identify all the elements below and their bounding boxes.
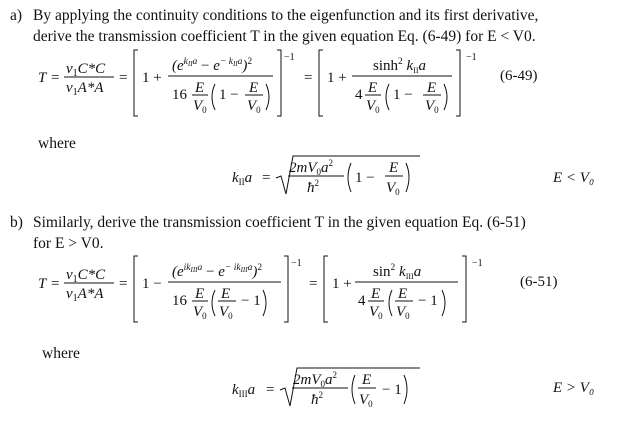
svg-text:=: =	[266, 382, 275, 398]
equation-k-iii	[0, 362, 617, 414]
svg-text:− 1: − 1	[382, 382, 402, 398]
svg-text:(eikIIIa − e− ikIIIa)2: ($e^{ik}IIIa$ − $e^{- ik}IIIa)^2$	[172, 263, 263, 280]
svg-text:sin2 kIIIa: $\sin^2 k_{III}a$	[373, 263, 422, 281]
svg-text:=: =	[309, 276, 318, 292]
svg-text:=: =	[51, 70, 60, 86]
svg-text:16: 16	[172, 87, 187, 103]
part-b-line-2: for E > V0.	[33, 235, 104, 252]
svg-text:V0: $V_0$	[247, 98, 261, 115]
svg-text:V0: $V_0$	[193, 98, 207, 115]
svg-text:−1: −1	[284, 52, 295, 63]
svg-text:ħ2: $ħ^2$	[311, 390, 323, 408]
svg-text:E: E	[249, 80, 259, 96]
equation-6-49	[0, 44, 617, 126]
svg-text:−1: −1	[291, 258, 302, 269]
equation-6-51	[0, 250, 617, 332]
svg-text:−1: −1	[466, 52, 477, 63]
svg-text:1 −: 1 −	[142, 276, 162, 292]
svg-text:V0: $V_0$	[193, 304, 207, 321]
svg-text:E: E	[362, 372, 372, 388]
svg-text:V0: $V_0$	[425, 98, 439, 115]
svg-text:2mV0a2: $2mV_0a^2$	[293, 370, 337, 389]
svg-text:(ekIIa − e− kIIa)2: $(e^kIIa - e^{- k}IIa)^2$	[172, 57, 253, 74]
svg-text:=: =	[262, 170, 271, 186]
svg-text:− 1: − 1	[241, 293, 261, 309]
part-a-line-1: By applying the continuity conditions to the eigenfunction and its first derivative,	[33, 7, 539, 24]
svg-text:−1: −1	[472, 258, 483, 269]
svg-text:2mV0a2: $2mV_0a^2$	[289, 158, 333, 177]
svg-text:1 −: 1 −	[219, 87, 239, 103]
svg-text:− 1: − 1	[418, 293, 438, 309]
svg-text:v1C*C: $v_1C*C$	[66, 61, 106, 79]
svg-text:E: E	[195, 80, 205, 96]
svg-text:E: E	[398, 286, 408, 302]
equation-k-ii	[0, 150, 617, 200]
part-b-line-1: Similarly, derive the transmission coefficient T in the given equation Eq. (6-51)	[33, 214, 526, 231]
svg-text:v1A*A: $v_1A*A$	[66, 80, 104, 98]
svg-text:1 +: 1 +	[332, 276, 352, 292]
svg-text:E: E	[389, 160, 399, 176]
part-a-condition: E < V₀	[553, 170, 595, 186]
svg-text:v1A*A: $v_1A*A$	[66, 286, 104, 304]
part-a-where: where	[38, 135, 76, 152]
svg-text:kIIa: $k_{II}a$	[232, 170, 253, 187]
svg-text:kIIIa: $k_{III}a$	[232, 382, 256, 399]
svg-text:1 −: 1 −	[393, 87, 413, 103]
svg-text:=: =	[119, 70, 128, 86]
svg-text:=: =	[119, 276, 128, 292]
part-b-marker: b)	[10, 214, 23, 231]
svg-text:1 +: 1 +	[142, 70, 162, 86]
svg-text:v1C*C: $v_1C*C$	[66, 267, 106, 285]
svg-text:E: E	[371, 286, 381, 302]
svg-text:1 −: 1 −	[355, 170, 375, 186]
svg-text:16: 16	[172, 293, 187, 309]
svg-text:V0: $V_0$	[396, 304, 410, 321]
svg-text:E: E	[368, 80, 378, 96]
part-b-condition: E > V₀	[553, 380, 595, 396]
svg-text:=: =	[51, 276, 60, 292]
svg-text:V0: $V_0$	[219, 304, 233, 321]
svg-text:sinh2 kIIa: $\sinh^2 k_{II}a$	[373, 57, 427, 75]
svg-text:E: E	[427, 80, 437, 96]
equation-label-6-51: (6-51)	[520, 274, 558, 290]
svg-text:1 +: 1 +	[327, 70, 347, 86]
svg-text:V0: $V_0$	[386, 180, 400, 197]
svg-text:=: =	[304, 70, 313, 86]
svg-text:V0: $V_0$	[359, 392, 373, 409]
equation-label-6-49: (6-49)	[500, 68, 538, 84]
svg-text:ħ2: $ħ^2$	[307, 178, 319, 196]
part-a-marker: a)	[10, 7, 23, 24]
svg-text:4: 4	[358, 293, 366, 309]
svg-text:T: T	[38, 276, 47, 292]
svg-text:V0: $V_0$	[366, 98, 380, 115]
svg-text:E: E	[221, 286, 231, 302]
svg-text:4: 4	[355, 87, 363, 103]
svg-text:E: E	[195, 286, 205, 302]
part-b-where: where	[42, 345, 80, 362]
part-a-line-2: derive the transmission coefficient T in the given equation Eq. (6-49) for E < V0.	[33, 28, 536, 45]
svg-text:T: T	[38, 70, 47, 86]
svg-text:V0: $V_0$	[369, 304, 383, 321]
